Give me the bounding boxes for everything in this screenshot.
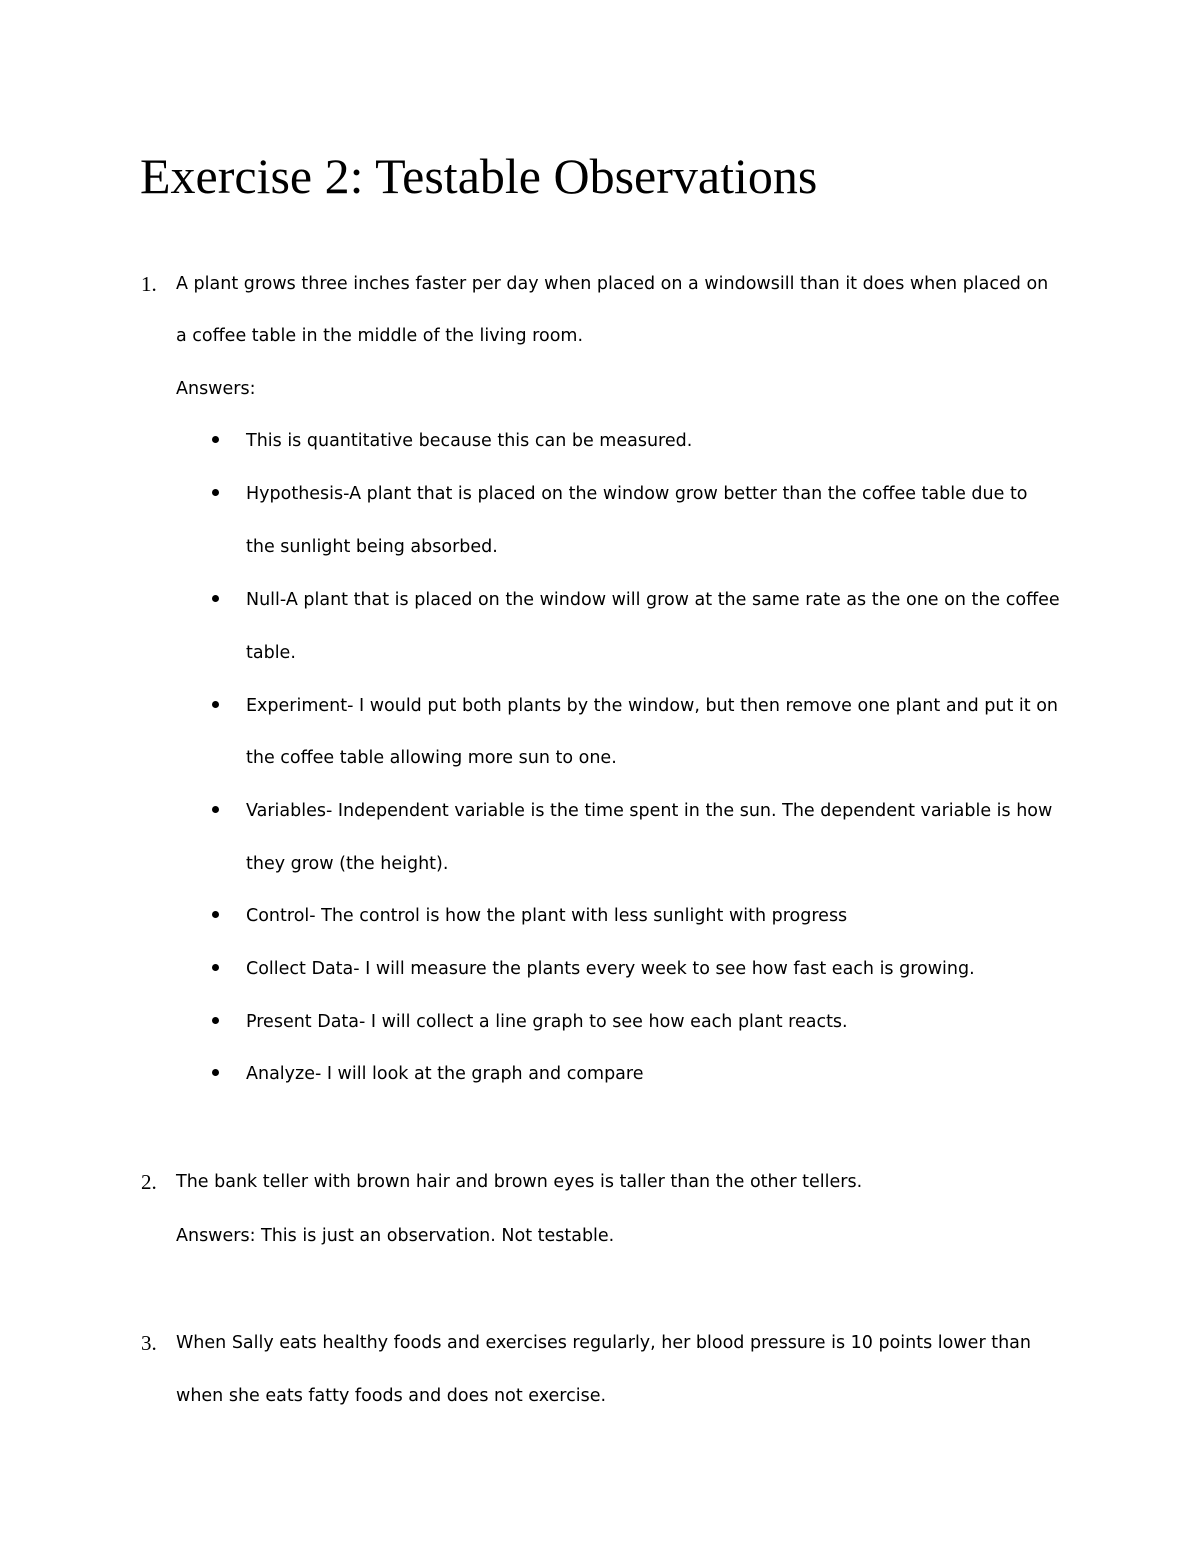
- question-3-text-line-2: when she eats fatty foods and does not exercise.: [176, 1386, 607, 1406]
- bullet-icon: [212, 1069, 219, 1076]
- bullet-icon: [212, 595, 219, 602]
- answer-bullet-null-line-1: Null-A plant that is placed on the window will grow at the same rate as the one on the coffee: [246, 590, 1060, 610]
- answer-bullet-hypothesis-line-2: the sunlight being absorbed.: [246, 537, 498, 557]
- answer-bullet-quantitative: This is quantitative because this can be measured.: [246, 431, 693, 451]
- answer-bullet-experiment-line-2: the coffee table allowing more sun to one.: [246, 748, 617, 768]
- bullet-icon: [212, 701, 219, 708]
- question-3-number: 3.: [141, 1331, 157, 1355]
- answer-bullet-experiment-line-1: Experiment- I would put both plants by the window, but then remove one plant and put it on: [246, 696, 1059, 716]
- bullet-icon: [212, 489, 219, 496]
- bullet-icon: [212, 911, 219, 918]
- answer-bullet-variables-line-1: Variables- Independent variable is the time spent in the sun. The dependent variable is how: [246, 801, 1053, 821]
- question-2-text: The bank teller with brown hair and brown eyes is taller than the other tellers.: [176, 1172, 863, 1192]
- answer-bullet-null-line-2: table.: [246, 643, 296, 663]
- bullet-icon: [212, 1017, 219, 1024]
- question-1-text-line-2: a coffee table in the middle of the living room.: [176, 326, 584, 346]
- question-1-answers-label: Answers:: [176, 379, 256, 399]
- answer-bullet-hypothesis-line-1: Hypothesis-A plant that is placed on the window grow better than the coffee table due to: [246, 484, 1028, 504]
- question-1-number: 1.: [141, 272, 157, 296]
- bullet-icon: [212, 964, 219, 971]
- answer-bullet-variables-line-2: they grow (the height).: [246, 854, 449, 874]
- answer-bullet-control: Control- The control is how the plant with less sunlight with progress: [246, 906, 848, 926]
- question-1-text-line-1: A plant grows three inches faster per day when placed on a windowsill than it does when placed on: [176, 274, 1049, 294]
- answer-bullet-analyze: Analyze- I will look at the graph and compare: [246, 1064, 644, 1084]
- question-3-text-line-1: When Sally eats healthy foods and exercises regularly, her blood pressure is 10 points lower than: [176, 1333, 1031, 1353]
- question-2-answer: Answers: This is just an observation. Not testable.: [176, 1226, 615, 1246]
- answer-bullet-collect-data: Collect Data- I will measure the plants every week to see how fast each is growing.: [246, 959, 975, 979]
- question-2-number: 2.: [141, 1170, 157, 1194]
- bullet-icon: [212, 806, 219, 813]
- document-title: Exercise 2: Testable Observations: [140, 148, 818, 204]
- answer-bullet-present-data: Present Data- I will collect a line graph to see how each plant reacts.: [246, 1012, 848, 1032]
- bullet-icon: [212, 436, 219, 443]
